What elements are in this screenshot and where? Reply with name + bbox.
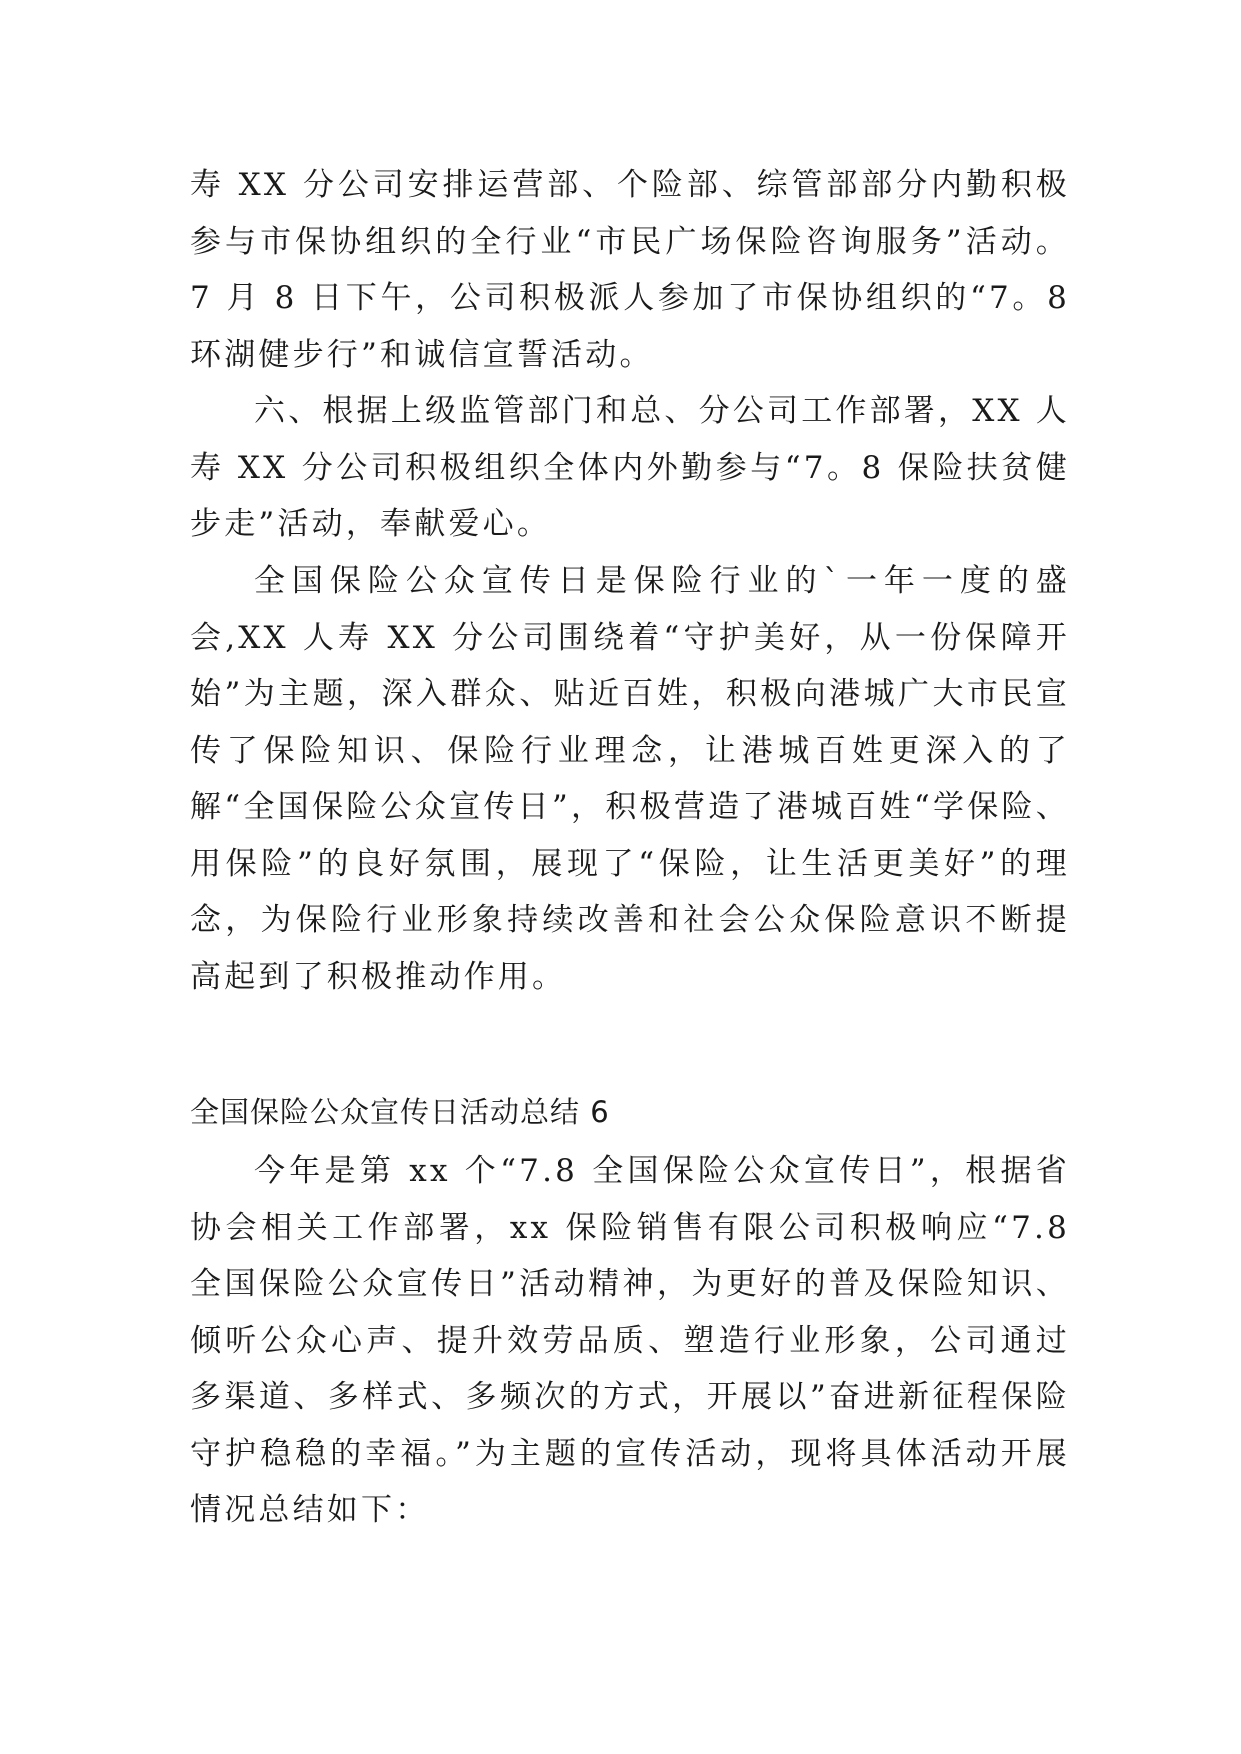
section-heading: 全国保险公众宣传日活动总结 6 <box>190 1095 610 1129</box>
paragraph-summary: 全国保险公众宣传日是保险行业的`一年一度的盛会,XX 人寿 XX 分公司围绕着“守护美好，从一份保障开始”为主题，深入群众、贴近百姓，积极向港城广大市民宣传了保险知识、保险行业理念，让港城百姓更深入的了解“全国保险公众宣传日”，积极营造了港城百姓“学保险、用保险”的良好氛围，展现了“保险，让生活更美好”的理念，为保险行业形象持续改善和社会公众保险意识不断提高起到了积极推动作用。 <box>190 563 1070 995</box>
paragraph-item-six: 六、根据上级监管部门和总、分公司工作部署，XX 人寿 XX 分公司积极组织全体内外勤参与“7。8 保险扶贫健步走”活动，奉献爱心。 <box>190 393 1070 542</box>
section-intro-paragraph: 今年是第 xx 个“7.8 全国保险公众宣传日”，根据省协会相关工作部署，xx 保险销售有限公司积极响应“7.8 全国保险公众宣传日”活动精神，为更好的普及保险知识、倾听公众心声、提升效劳品质、塑造行业形象，公司通过多渠道、多样式、多频次的方式，开展以”奋进新征程保险守护稳稳的幸福。”为主题的宣传活动，现将具体活动开展情况总结如下： <box>190 1153 1070 1528</box>
paragraph-continuation: 寿 XX 分公司安排运营部、个险部、综管部部分内勤积极参与市保协组织的全行业“市民广场保险咨询服务”活动。7 月 8 日下午，公司积极派人参加了市保协组织的“7。8 环湖健步行”和诚信宣誓活动。 <box>190 167 1070 373</box>
